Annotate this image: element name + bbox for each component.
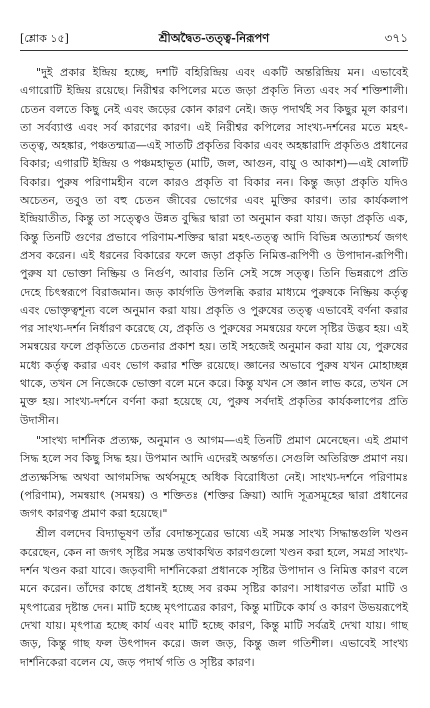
paragraph-sankhya-proofs: "সাংখ্য দার্শনিক প্রত্যক্ষ, অনুমান ও আগম—এই তিনটি প্রমাণ মেনেছেন। এই প্রমাণ সিদ্ধ হলে সব কিছু সিদ্ধ হয়। উপমান আদি এদেরই অন্তর্গত। সেগুলি অতিরিক্ত প্রমাণ নয়। প্রত্যক্ষসিদ্ধ অথবা আগমসিদ্ধ অর্থসমূহে অধিক বিরোধিতা নেই। সাংখ্য-দর্শনে পরিণামঃ (পরিণাম), সমন্বয়াৎ (সমন্বয়) ও শক্তিতঃ (শক্তির ক্রিয়া) আদি সূত্রসমূহের দ্বারা প্রধানের জগৎ কারণত্ব প্রমাণ করা হয়েছে।" bbox=[20, 433, 408, 521]
verse-reference: [শ্লোক ১৫] bbox=[20, 32, 69, 45]
header-divider bbox=[20, 50, 408, 51]
paragraph-baladeva-refutation: শ্রীল বলদেব বিদ্যাভূষণ তাঁর বেদান্তসূত্রের ভাষ্যে এই সমস্ত সাংখ্য সিদ্ধান্তগুলি খণ্ডন করেছেন, কেন না জগৎ সৃষ্টির সমস্ত তথাকথিত কারণগুলো খণ্ডন করা হলে, সমগ্র সাংখ্য-দর্শন খণ্ডন করা যাবে। জড়বাদী দার্শনিকেরা প্রধানকে সৃষ্টির উপাদান ও নিমিত্ত কারণ বলে মনে করেন। তাঁদের কাছে প্রধানই হচ্ছে সব রকম সৃষ্টির কারণ। সাধারণত তাঁরা মাটি ও মৃৎপাত্রের দৃষ্টান্ত দেন। মাটি হচ্ছে মৃৎপাত্রের কারণ, কিন্তু মাটিকে কার্য ও কারণ উভয়রূপেই দেখা যায়। মৃৎপাত্র হচ্ছে কার্য এবং মাটি হচ্ছে কারণ, কিন্তু মাটি সর্বত্রই দেখা যায়। গাছ জড়, কিন্তু গাছ ফল উৎপাদন করে। জল জড়, কিন্তু জল গতিশীল। এভাবেই সাংখ্য দার্শনিকেরা বলেন যে, জড় পদার্থ গতি ও সৃষ্টির কারণ। bbox=[20, 527, 408, 669]
page-header bbox=[20, 30, 408, 48]
body-text bbox=[20, 64, 408, 672]
chapter-title: শ্রীঅদ্বৈত-তত্ত্ব-নিরূপণ bbox=[158, 31, 270, 45]
page-number: ৩৭১ bbox=[384, 31, 408, 45]
paragraph-sankhya-description: "দুই প্রকার ইন্দ্রিয় হচ্ছে, দশটি বহিরিন্দ্রিয় এবং একটি অন্তরিন্দ্রিয় মন। এভাবেই এগারোটি ইন্দ্রিয় রয়েছে। নিরীশ্বর কপিলের মতে জড়া প্রকৃতি নিত্য এবং সর্ব শক্তিশালী। চেতন বলতে কিছু নেই এবং জড়ের কোন কারণ নেই। জড় পদার্থই সব কিছুর মূল কারণ। তা সর্বব্যাপ্ত এবং সর্ব কারণের কারণ। এই নিরীশ্বর কপিলের সাংখ্য-দর্শনের মতে মহৎ-তত্ত্ব, অহঙ্কার, পঞ্চতন্মাত্র—এই সাতটি প্রকৃতির বিকার এবং অহঙ্কারাদি প্রকৃতিও প্রধানের বিকার; এগারটি ইন্দ্রিয় ও পঞ্চমহাভূত (মাটি, জল, আগুন, বায়ু ও আকাশ)—এই ষোলটি বিকার। পুরুষ পরিণামহীন বলে কারও প্রকৃতি বা বিকার নন। কিন্তু জড়া প্রকৃতি যদিও অচেতন, তবুও তা বহু চেতন জীবের ভোগের এবং মুক্তির কারণ। তার কার্যকলাপ ইন্দ্রিয়াতীত, কিন্তু তা সত্ত্বেও উন্নত বুদ্ধির দ্বারা তা অনুমান করা যায়। জড়া প্রকৃতি এক, কিন্তু তিনটি গুণের প্রভাবে পরিণাম-শক্তির দ্বারা মহৎ-তত্ত্ব আদি বিভিন্ন অত্যাশ্চর্য জগৎ প্রসব করেন। এই ধরনের বিকারের ফলে জড়া প্রকৃতি নিমিত্ত-রূপিণী ও উপাদান-রূপিণী। পুরুষ যা ভোক্তা নিষ্ক্রিয় ও নির্গুণ, আবার তিনি সেই সঙ্গে সত্ত্ব। তিনি ভিন্নরূপে প্রতি দেহে চিৎস্বরূপে বিরাজমান। জড় কার্যগতি উপলব্ধি করার মাধ্যমে পুরুষকে নিষ্ক্রিয় কর্তৃত্ব এবং ভোক্তৃত্বশূন্য বলে অনুমান করা যায়। প্রকৃতি ও পুরুষের তত্ত্ব এভাবেই বর্ণনা করার পর সাংখ্য-দর্শন নির্ধারণ করেছে যে, প্রকৃতি ও পুরুষের সমন্বয়ের ফলে সৃষ্টির উদ্ভব হয়। এই সমন্বয়ের ফলে প্রকৃতিতে চেতনার প্রকাশ হয়। তাই সহজেই অনুমান করা যায় যে, পুরুষের মধ্যে কর্তৃত্ব করার এবং ভোগ করার শক্তি রয়েছে। জ্ঞানের অভাবে পুরুষ যখন মোহাচ্ছন্ন থাকে, তখন সে নিজেকে ভোক্তা বলে মনে করে। কিন্তু যখন সে জ্ঞান লাভ করে, তখন সে মুক্ত হয়। সাংখ্য-দর্শনে বর্ণনা করা হয়েছে যে, পুরুষ সর্বদাই প্রকৃতির কার্যকলাপের প্রতি উদাসীন। bbox=[20, 66, 408, 427]
